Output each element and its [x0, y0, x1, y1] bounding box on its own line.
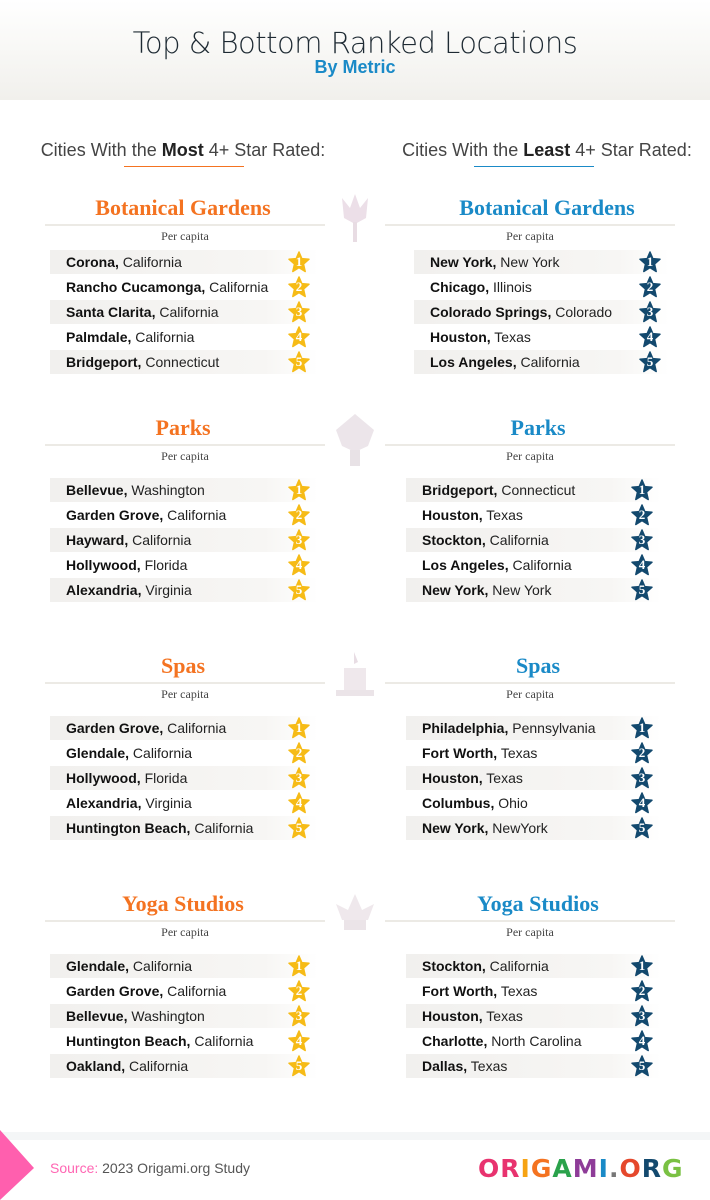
ranking-row — [50, 954, 318, 978]
city-name: Bellevue, — [66, 1008, 128, 1024]
city-name: Huntington Beach, — [66, 1033, 191, 1049]
state-name: California — [132, 745, 193, 761]
state-name: California — [135, 329, 195, 345]
ranking-row — [50, 791, 318, 815]
tulip-icon — [330, 190, 380, 250]
state-name: Illinois — [493, 279, 532, 295]
rank-number: 1 — [295, 720, 303, 735]
rank-star-icon — [288, 479, 310, 501]
state-name: Texas — [494, 329, 531, 345]
metric-subtitle: Per capita — [385, 224, 675, 244]
rank-star-icon — [639, 351, 661, 373]
rank-star-icon — [288, 251, 310, 273]
section-title-most: Spas — [160, 653, 206, 678]
rank-number: 2 — [638, 507, 646, 522]
rank-number: 4 — [638, 795, 646, 810]
city-name: Houston, — [430, 329, 491, 345]
city-name: Dallas, — [422, 1058, 468, 1074]
city-name: Fort Worth, — [422, 983, 498, 999]
state-name: California — [167, 720, 227, 736]
state-name: California — [129, 1058, 189, 1074]
metric-subtitle: Per capita — [45, 224, 325, 244]
city-name: Stockton, — [422, 532, 486, 548]
city-name: Charlotte, — [422, 1033, 488, 1049]
tree-icon — [330, 410, 380, 470]
state-name: New York — [492, 582, 552, 598]
city-name: Alexandria, — [66, 795, 142, 811]
state-name: California — [132, 958, 193, 974]
divider — [474, 166, 594, 167]
state-name: Pennsylvania — [512, 720, 596, 736]
state-name: California — [167, 507, 227, 523]
heading-text: Cities With the — [402, 140, 524, 160]
rank-star-icon — [288, 529, 310, 551]
rank-number: 5 — [638, 820, 646, 835]
rank-star-icon — [639, 251, 661, 273]
ranking-row — [406, 503, 661, 527]
city-name: Glendale, — [66, 745, 130, 761]
rank-number: 4 — [646, 329, 654, 344]
ranking-row — [406, 1029, 661, 1053]
page-title: Top & Bottom Ranked Locations — [132, 26, 578, 60]
city-name: Bridgeport, — [422, 482, 498, 498]
heading-keyword: Most — [161, 140, 204, 160]
state-name: California — [520, 354, 580, 370]
rank-star-icon — [631, 1005, 653, 1027]
ranking-row — [50, 979, 318, 1003]
ranking-row — [406, 791, 661, 815]
section-title-least: Botanical Gardens — [459, 195, 635, 220]
ranking-row — [50, 741, 318, 765]
rank-star-icon — [288, 955, 310, 977]
city-name: Glendale, — [66, 958, 130, 974]
rank-number: 4 — [638, 1033, 646, 1048]
section-title-most: Yoga Studios — [122, 891, 244, 916]
rank-number: 5 — [638, 582, 646, 597]
rank-star-icon — [288, 980, 310, 1002]
rank-number: 5 — [295, 820, 303, 835]
city-name: Columbus, — [422, 795, 495, 811]
city-name: Garden Grove, — [66, 507, 164, 523]
metric-subtitle: Per capita — [385, 920, 675, 940]
city-name: Los Angeles, — [430, 354, 517, 370]
heading-text: Cities With the — [40, 140, 162, 160]
rank-star-icon — [631, 792, 653, 814]
state-name: Washington — [131, 1008, 205, 1024]
heading-text: 4+ Star Rated: — [570, 140, 692, 160]
rank-number: 1 — [638, 958, 646, 973]
state-name: California — [194, 1033, 254, 1049]
city-name: Santa Clarita, — [66, 304, 156, 320]
section-title-least: Yoga Studios — [477, 891, 599, 916]
rank-number: 3 — [295, 770, 303, 785]
state-name: Florida — [144, 557, 188, 573]
ranking-row — [50, 325, 318, 349]
ranking-row — [406, 528, 661, 552]
ranking-row — [406, 553, 661, 577]
city-name: Fort Worth, — [422, 745, 498, 761]
rank-star-icon — [288, 742, 310, 764]
lotus-icon — [330, 886, 380, 946]
state-name: NewYork — [492, 820, 548, 836]
ranking-row — [406, 716, 661, 740]
source-label: Source: — [50, 1160, 99, 1176]
rank-star-icon — [288, 767, 310, 789]
city-name: Garden Grove, — [66, 983, 164, 999]
ranking-row — [406, 478, 661, 502]
rank-star-icon — [288, 579, 310, 601]
rank-number: 3 — [638, 1008, 646, 1023]
page-subtitle: By Metric — [314, 57, 396, 77]
rank-star-icon — [288, 554, 310, 576]
column-heading-least — [382, 140, 710, 161]
rank-number: 4 — [295, 329, 303, 344]
column-heading-most — [18, 140, 348, 161]
city-name: Palmdale, — [66, 329, 132, 345]
section-title-least: Spas — [515, 653, 561, 678]
rank-number: 3 — [295, 532, 303, 547]
rank-number: 5 — [295, 1058, 303, 1073]
city-name: Houston, — [422, 507, 483, 523]
rank-star-icon — [631, 817, 653, 839]
state-name: Colorado — [555, 304, 613, 320]
rank-number: 3 — [638, 770, 646, 785]
ranking-row — [50, 578, 318, 602]
rank-number: 2 — [295, 507, 303, 522]
rank-star-icon — [288, 504, 310, 526]
ranking-row — [406, 578, 661, 602]
ranking-row — [406, 741, 661, 765]
city-name: Alexandria, — [66, 582, 142, 598]
rank-star-icon — [288, 326, 310, 348]
rank-number: 3 — [646, 304, 654, 319]
rank-star-icon — [631, 529, 653, 551]
rank-star-icon — [631, 767, 653, 789]
city-name: Huntington Beach, — [66, 820, 191, 836]
city-name: Hayward, — [66, 532, 129, 548]
rank-number: 5 — [295, 582, 303, 597]
ranking-row — [50, 350, 318, 374]
state-name: Connecticut — [145, 354, 220, 370]
rank-star-icon — [639, 326, 661, 348]
rank-number: 2 — [295, 745, 303, 760]
rank-number: 5 — [646, 354, 654, 369]
state-name: California — [194, 820, 254, 836]
city-name: New York, — [430, 254, 497, 270]
city-name: Garden Grove, — [66, 720, 164, 736]
origami-corner-icon — [0, 1130, 40, 1200]
ranking-row — [414, 325, 669, 349]
rank-star-icon — [631, 1030, 653, 1052]
state-name: California — [489, 532, 549, 548]
divider — [124, 166, 244, 167]
ranking-row — [406, 954, 661, 978]
state-name: Virginia — [145, 582, 192, 598]
rank-star-icon — [288, 1005, 310, 1027]
rank-star-icon — [631, 955, 653, 977]
city-name: Rancho Cucamonga, — [66, 279, 206, 295]
ranking-row — [406, 1054, 661, 1078]
heading-keyword: Least — [523, 140, 571, 160]
state-name: Washington — [131, 482, 205, 498]
rank-star-icon — [631, 1055, 653, 1077]
rank-star-icon — [288, 817, 310, 839]
ranking-row — [414, 250, 669, 274]
city-name: Houston, — [422, 1008, 483, 1024]
ranking-row — [50, 300, 318, 324]
state-name: Virginia — [145, 795, 192, 811]
city-name: Oakland, — [66, 1058, 126, 1074]
state-name: California — [132, 532, 192, 548]
ranking-row — [50, 503, 318, 527]
rank-star-icon — [288, 351, 310, 373]
city-name: Stockton, — [422, 958, 486, 974]
rank-star-icon — [288, 276, 310, 298]
state-name: New York — [500, 254, 560, 270]
source-note — [50, 1160, 250, 1176]
ranking-row — [406, 979, 661, 1003]
section-title-most: Botanical Gardens — [95, 195, 271, 220]
rank-star-icon — [631, 579, 653, 601]
ranking-row — [50, 275, 318, 299]
city-name: Chicago, — [430, 279, 490, 295]
city-name: Corona, — [66, 254, 119, 270]
rank-number: 4 — [295, 795, 303, 810]
origami-logo[interactable]: ORIGAMI.ORG — [478, 1154, 684, 1183]
rank-star-icon — [639, 276, 661, 298]
rank-number: 4 — [295, 557, 303, 572]
state-name: Texas — [470, 1058, 508, 1074]
rank-number: 3 — [295, 1008, 303, 1023]
city-name: Colorado Springs, — [430, 304, 552, 320]
state-name: California — [489, 958, 549, 974]
state-name: California — [512, 557, 572, 573]
metric-subtitle: Per capita — [45, 682, 325, 702]
rank-number: 3 — [295, 304, 303, 319]
state-name: Texas — [486, 1008, 523, 1024]
state-name: Connecticut — [501, 482, 576, 498]
rank-star-icon — [639, 301, 661, 323]
city-name: Hollywood, — [66, 557, 141, 573]
section-title-least: Parks — [510, 415, 566, 440]
state-name: California — [159, 304, 219, 320]
city-name: Bridgeport, — [66, 354, 142, 370]
rank-number: 1 — [295, 958, 303, 973]
state-name: Texas — [486, 770, 523, 786]
city-name: Philadelphia, — [422, 720, 509, 736]
metric-subtitle: Per capita — [45, 920, 325, 940]
heading-text: 4+ Star Rated: — [203, 140, 326, 160]
rank-star-icon — [288, 717, 310, 739]
section-title-most: Parks — [155, 415, 211, 440]
ranking-row — [50, 528, 318, 552]
ranking-row — [406, 1004, 661, 1028]
ranking-row — [406, 816, 661, 840]
rank-number: 3 — [638, 532, 646, 547]
ranking-row — [50, 1029, 318, 1053]
ranking-row — [50, 766, 318, 790]
metric-subtitle: Per capita — [385, 682, 675, 702]
rank-star-icon — [631, 554, 653, 576]
rank-star-icon — [631, 479, 653, 501]
rank-star-icon — [288, 1030, 310, 1052]
metric-subtitle: Per capita — [45, 444, 325, 464]
ranking-row — [414, 300, 669, 324]
ranking-row — [50, 478, 318, 502]
rank-star-icon — [631, 742, 653, 764]
state-name: Texas — [486, 507, 523, 523]
ranking-row — [406, 766, 661, 790]
rank-star-icon — [631, 717, 653, 739]
rank-star-icon — [288, 1055, 310, 1077]
ranking-row — [50, 250, 318, 274]
rank-number: 1 — [295, 254, 303, 269]
source-text: 2023 Origami.org Study — [98, 1160, 250, 1176]
rank-star-icon — [288, 301, 310, 323]
city-name: Houston, — [422, 770, 483, 786]
ranking-row — [50, 816, 318, 840]
rank-number: 1 — [638, 720, 646, 735]
rank-star-icon — [631, 980, 653, 1002]
state-name: Florida — [144, 770, 188, 786]
rank-number: 2 — [295, 983, 303, 998]
state-name: Texas — [500, 745, 538, 761]
rank-number: 2 — [638, 745, 646, 760]
rank-number: 4 — [638, 557, 646, 572]
ranking-row — [414, 350, 669, 374]
city-name: Los Angeles, — [422, 557, 509, 573]
rank-number: 1 — [638, 482, 646, 497]
rank-number: 5 — [295, 354, 303, 369]
rank-number: 1 — [295, 482, 303, 497]
candle-icon — [330, 648, 380, 708]
state-name: Texas — [500, 983, 538, 999]
rank-number: 1 — [646, 254, 654, 269]
city-name: New York, — [422, 582, 489, 598]
ranking-row — [414, 275, 669, 299]
metric-subtitle: Per capita — [385, 444, 675, 464]
state-name: California — [122, 254, 182, 270]
city-name: Bellevue, — [66, 482, 128, 498]
city-name: Hollywood, — [66, 770, 141, 786]
ranking-row — [50, 1004, 318, 1028]
state-name: Ohio — [498, 795, 528, 811]
state-name: California — [167, 983, 227, 999]
ranking-row — [50, 716, 318, 740]
ranking-row — [50, 1054, 318, 1078]
ranking-row — [50, 553, 318, 577]
rank-number: 4 — [295, 1033, 303, 1048]
rank-number: 5 — [638, 1058, 646, 1073]
state-name: California — [209, 279, 269, 295]
rank-star-icon — [631, 504, 653, 526]
state-name: North Carolina — [491, 1033, 582, 1049]
city-name: New York, — [422, 820, 489, 836]
rank-number: 2 — [295, 279, 303, 294]
rank-star-icon — [288, 792, 310, 814]
rank-number: 2 — [638, 983, 646, 998]
rank-number: 2 — [646, 279, 654, 294]
